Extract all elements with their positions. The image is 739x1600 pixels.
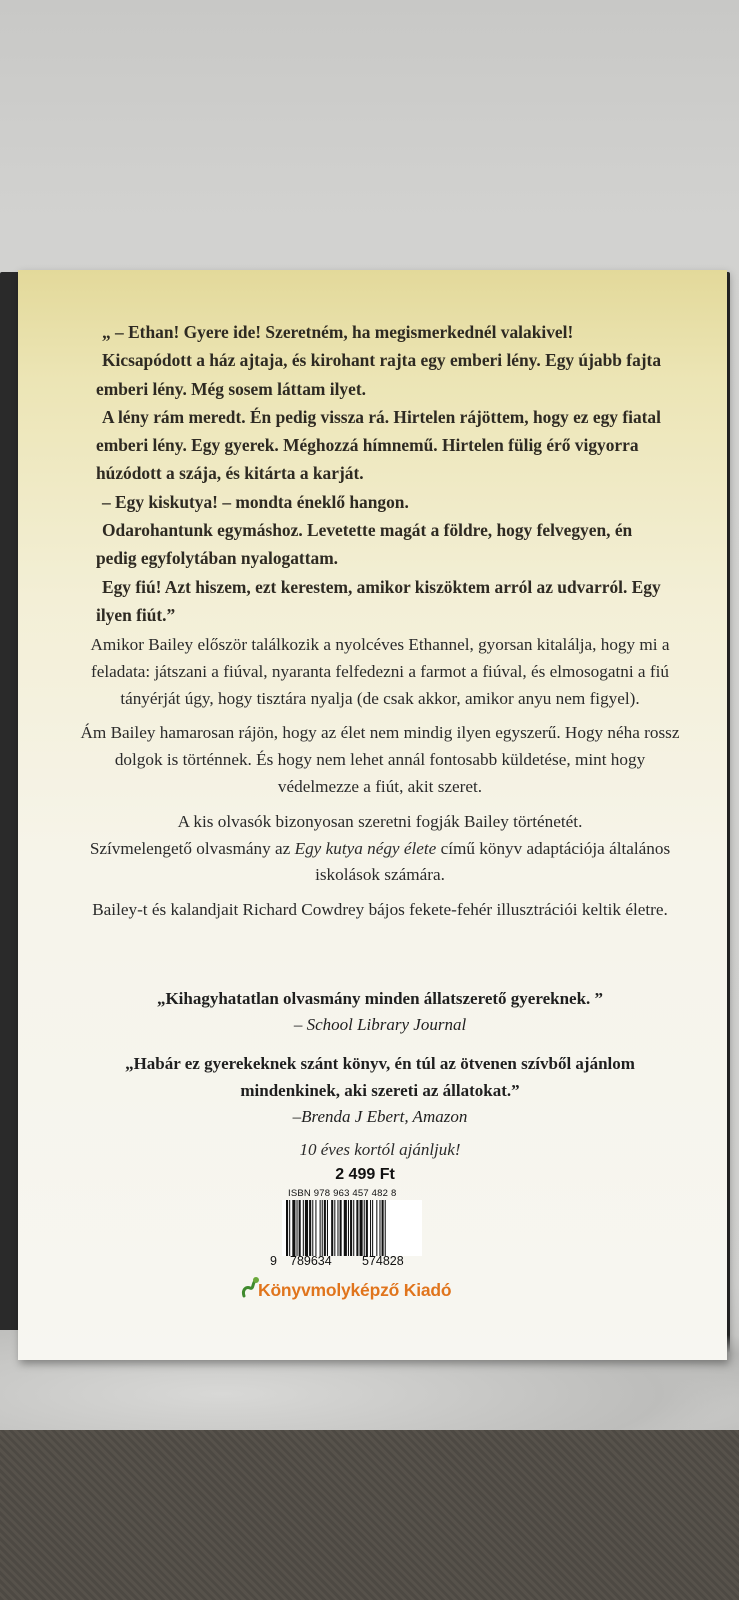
barcode	[282, 1200, 422, 1256]
excerpt-paragraph: – Egy kiskutya! – mondta éneklő hangon.	[102, 491, 409, 512]
review-quote-text: „Kihagyhatatlan olvasmány minden állatszerető gyereknek. ”	[156, 989, 604, 1008]
blurb-paragraph	[80, 809, 680, 889]
blurb-adaptation-before: Szívmelengető olvasmány az	[89, 838, 295, 858]
review-quote	[80, 1050, 680, 1130]
bookworm-icon	[240, 1276, 260, 1305]
price-label: 2 499 Ft	[335, 1166, 395, 1183]
barcode-digits-left: 789634	[290, 1254, 332, 1268]
excerpt-paragraph: „ – Ethan! Gyere ide! Szeretném, ha megismerkednél valakivel!	[102, 322, 574, 342]
blurb-paragraph: Bailey-t és kalandjait Richard Cowdrey bájos fekete-fehér illusztrációi keltik életre.	[92, 900, 668, 920]
excerpt-paragraph: A lény rám meredt. Én pedig vissza rá. Hirtelen rájöttem, hogy ez egy fiatal emberi lény. Egy gyerek. Méghozzá hímnemű. Hirtelen fülig érő vigyorra húzódott a szája, és kitárta a karját.	[96, 406, 661, 484]
blurb-line: A kis olvasók bizonyosan szeretni fogják Bailey történetét.	[177, 811, 583, 831]
book-excerpt	[96, 318, 676, 629]
background-carpet	[0, 1430, 739, 1600]
publisher-name: Könyvmolyképző Kiadó	[258, 1280, 452, 1300]
review-quote-source: –Brenda J Ebert, Amazon	[292, 1107, 468, 1126]
excerpt-paragraph: Kicsapódott a ház ajtaja, és kirohant rajta egy emberi lény. Egy újabb fajta emberi lény. Még sosem láttam ilyet.	[96, 350, 662, 399]
review-quote	[80, 985, 680, 1038]
barcode-digits-right: 574828	[362, 1254, 404, 1268]
blurb-paragraph: Ám Bailey hamarosan rájön, hogy az élet nem mindig ilyen egyszerű. Hogy néha rossz dolgok is történnek. És hogy nem lehet annál fontosabb küldetése, mint hogy védelmezze a fiút, akit szeret.	[80, 723, 680, 796]
excerpt-paragraph: Egy fiú! Azt hiszem, ezt kerestem, amikor kiszöktem arról az udvarról. Egy ilyen fiút.”	[96, 576, 661, 625]
blurb-paragraph: Amikor Bailey először találkozik a nyolcéves Ethannel, gyorsan kitalálja, hogy mi a feladata: játszani a fiúval, nyaranta felfedezni a farmot a fiúval, és elmosogatni a fiú tányérját úgy, hogy tisztára nyalja (de csak akkor, amikor anyu nem figyel).	[90, 635, 670, 708]
review-quote-source: – School Library Journal	[293, 1015, 467, 1034]
barcode-digit-first: 9	[270, 1254, 277, 1268]
book-blurb	[80, 632, 680, 932]
excerpt-paragraph: Odarohantunk egymáshoz. Levetette magát a földre, hogy felvegyen, én pedig egyfolytában nyalogattam.	[96, 520, 633, 569]
blurb-adaptation-title: Egy kutya négy élete	[294, 838, 437, 858]
age-recommendation: 10 éves kortól ajánljuk!	[299, 1140, 461, 1159]
blurb-adaptation-after: című könyv adaptációja általános iskolások számára.	[315, 838, 671, 885]
review-quote-text: „Habár ez gyerekeknek szánt könyv, én túl az ötvenen szívből ajánlom mindenkinek, aki szereti az állatokat.”	[125, 1054, 635, 1100]
isbn-label: ISBN 978 963 457 482 8	[288, 1188, 397, 1199]
publisher-logo	[240, 1276, 460, 1306]
